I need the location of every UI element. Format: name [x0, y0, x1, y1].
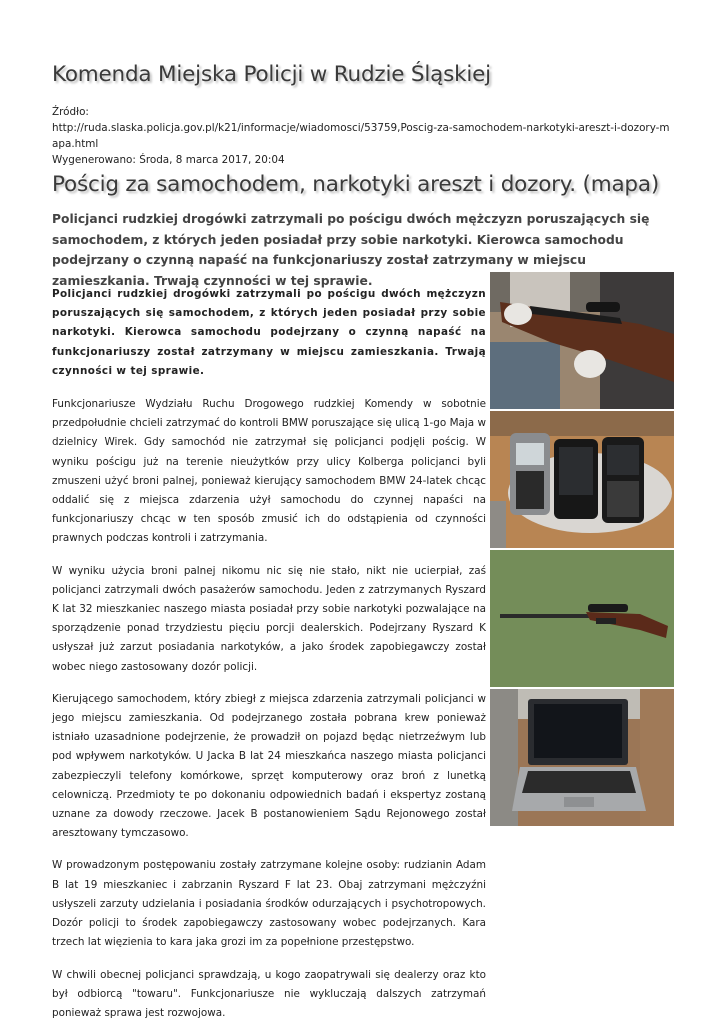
photo-column	[490, 272, 674, 828]
photo-phones[interactable]	[490, 411, 674, 548]
source-block	[52, 104, 672, 168]
article-paragraph-6: W chwili obecnej policjanci sprawdzają, u kogo zaopatrywali się dealerzy oraz kto był odbiorcą "towaru". Funkcjonariusze nie wykluczają dalszych zatrzymań ponieważ sprawa jest rozwojowa.	[52, 968, 486, 1019]
article-paragraph-1: Policjanci rudzkiej drogówki zatrzymali po pościgu dwóch mężczyzn poruszających się samochodem, z których jeden posiadał przy sobie narkotyki. Kierowca samochodu podejrzany o czynną napaść na funkcjonariuszy został zatrzymany w miejscu zamieszkania. Trwają czynności w tej sprawie.	[52, 288, 486, 377]
photo-laptop[interactable]	[490, 689, 674, 826]
article-lead: Policjanci rudzkiej drogówki zatrzymali po pościgu dwóch mężczyzn poruszających się samochodem, z których jeden posiadał przy sobie narkotyki. Kierowca samochodu podejrzany o czynną napaść na funkcjonariuszy został zatrzymany w miejscu zamieszkania. Trwają czynności w tej sprawie.	[52, 212, 650, 288]
article-paragraph-3: W wyniku użycia broni palnej nikomu nic się nie stało, nikt nie ucierpiał, zaś policjanci zatrzymali dwóch pasażerów samochodu. Jeden z zatrzymanych Ryszard K lat 32 mieszkaniec naszego miasta posiadał przy sobie narkotyki pozwalające na sporządzenie ponad trzydziestu pięciu porcji dealerskich. Podejrzany Ryszard K usłyszał już zarzut posiadania narkotyków, a jako środek zapobiegawczy został wobec niego zastosowany dozór policji.	[52, 564, 486, 673]
site-title: Komenda Miejska Policji w Rudzie Śląskiej	[52, 62, 491, 87]
article-paragraph-5: W prowadzonym postępowaniu zostały zatrzymane kolejne osoby: rudzianin Adam B lat 19 mieszkaniec i zabrzanin Ryszard F lat 23. Obaj zatrzymani mężczyźni usłyszeli zarzuty udzielania i posiadania środków odurzających i psychotropowych. Dozór policji to środek zapobiegawczy zastosowany wobec podejrzanych. Kara trzech lat więzienia to kara jaka grozi im za popełnione przestępstwo.	[52, 859, 486, 949]
generated-date: Wygenerowano: Środa, 8 marca 2017, 20:04	[52, 154, 285, 166]
source-label: Źródło:	[52, 106, 89, 118]
article-paragraph-2: Funkcjonariusze Wydziału Ruchu Drogowego rudzkiej Komendy w sobotnie przedpołudnie chcieli zatrzymać do kontroli BMW poruszające się ulicą 1-go Maja w dzielnicy Wirek. Gdy samochód nie zatrzymał się policjanci podjęli pościg. W wyniku pościgu już na terenie nieużytków przy ulicy Kolberga policjanci byli zmuszeni użyć broni palnej, ponieważ kierujący samochodem BMW 24-latek chcąc oddalić się z miejsca zdarzenia użył samochodu do czynnej napaści na funkcjonariuszy chcąc w ten sposób zmusić ich do odstąpienia od czynności prawnych podczas kontroli i zatrzymania.	[52, 398, 486, 545]
photo-rifle-held[interactable]	[490, 272, 674, 409]
article-title: Pościg za samochodem, narkotyki areszt i dozory. (mapa)	[52, 172, 660, 197]
article-paragraph-4: Kierującego samochodem, który zbiegł z miejsca zdarzenia zatrzymali policjanci w jego miejscu zamieszkania. Od podejrzanego została pobrana krew ponieważ istniało uzasadnione podejrzenie, że prowadził on pojazd będąc nietrzeźwym lub pod wpływem narkotyków. U Jacka B lat 24 mieszkańca naszego miasta policjanci zabezpieczyli telefony komórkowe, sprzęt komputerowy oraz broń z lunetką celowniczą. Przedmioty te po dokonaniu odpowiednich badań i ekspertyz zostaną uznane za dowody rzeczowe. Jacek B postanowieniem Sądu Rejonowego został aresztowany tymczasowo.	[52, 692, 486, 840]
source-url[interactable]: http://ruda.slaska.policja.gov.pl/k21/informacje/wiadomosci/53759,Poscig-za-samochodem-narkotyki-areszt-i-dozory-mapa.html	[52, 122, 670, 150]
photo-rifle-grass[interactable]	[490, 550, 674, 687]
article-body	[52, 285, 486, 1036]
